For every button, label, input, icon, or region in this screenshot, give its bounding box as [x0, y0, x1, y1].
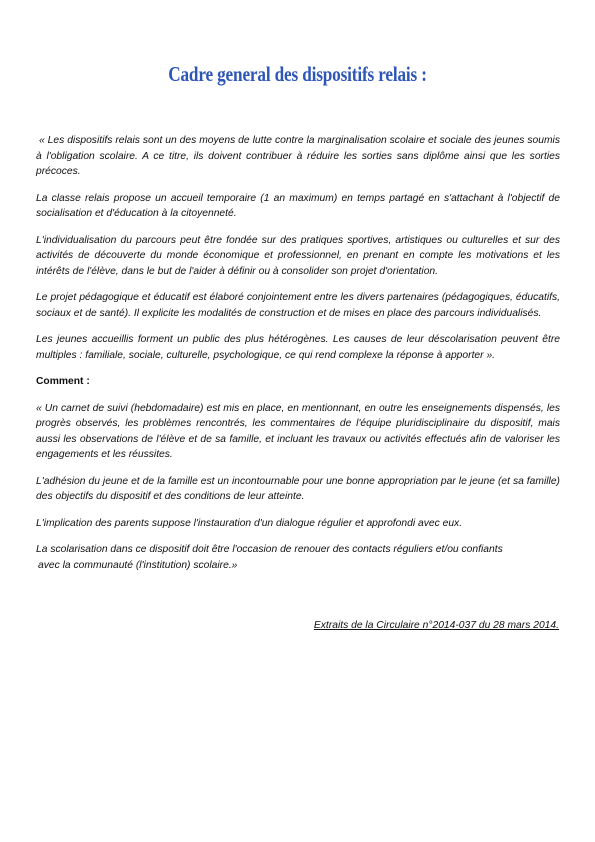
paragraph-individualisation: L'individualisation du parcours peut être fondée sur des pratiques sportives, artistiques ou culturelles et sur des activités de découverte du monde économique et professionnel, en prenant en compte les motivations et les intérêts de l'élève, dans le but de l'aider à définir ou à consolider son projet d'orientation. [36, 234, 560, 277]
document-body [36, 133, 560, 584]
paragraph-scolarisation [36, 542, 560, 573]
paragraph-adhesion: L'adhésion du jeune et de la famille est un incontournable pour une bonne appropriation par le jeune (et sa famille) des objectifs du dispositif et des conditions de leur atteinte. [36, 475, 560, 502]
paragraph-jeunes-accueillis: Les jeunes accueillis forment un public des plus hétérogènes. Les causes de leur déscolarisation peuvent être multiples : familiale, sociale, culturelle, psychologique, ce qui rend complexe la réponse à apporter ». [36, 334, 560, 361]
paragraph-classe-relais: La classe relais propose un accueil temporaire (1 an maximum) en temps partagé en s'attachant à l'objectif de socialisation et d'éducation à la citoyenneté. [36, 192, 560, 219]
document-title: Cadre general des dispositifs relais : [168, 62, 427, 86]
paragraph-implication-parents: L'implication des parents suppose l'instauration d'un dialogue régulier et approfondi avec eux. [36, 517, 463, 529]
paragraph-projet-pedagogique: Le projet pédagogique et éducatif est élaboré conjointement entre les divers partenaires (pédagogiques, éducatifs, sociaux et de santé). Il explicite les modalités de construction et de mises en place des parcours individualisés. [36, 292, 560, 319]
paragraph-carnet-de-suivi: « Un carnet de suivi (hebdomadaire) est mis en place, en mentionnant, en outre les enseignements dispensés, les progrès observés, les problèmes rencontrés, les commentaires de l'équipe pluridisciplinaire du dispositif, mais aussi les observations de l'élève et de sa famille, et incluant les travaux ou activités effectués afin de valoriser les engagements et les réussites. [36, 402, 560, 460]
paragraph-scolarisation-line1: La scolarisation dans ce dispositif doit être l'occasion de renouer des contacts réguliers et/ou confiants [36, 544, 503, 555]
section-heading-comment: Comment : [36, 376, 90, 387]
paragraph-scolarisation-line2: avec la communauté (l'institution) scolaire.» [38, 559, 238, 571]
paragraph-dispositifs: « Les dispositifs relais sont un des moyens de lutte contre la marginalisation scolaire et sociale des jeunes soumis à l'obligation scolaire. A ce titre, ils doivent contribuer à réduire les sorties sans diplôme ainsi que les sorties précoces. [36, 135, 560, 177]
source-citation: Extraits de la Circulaire n°2014-037 du 28 mars 2014. [313, 620, 559, 631]
